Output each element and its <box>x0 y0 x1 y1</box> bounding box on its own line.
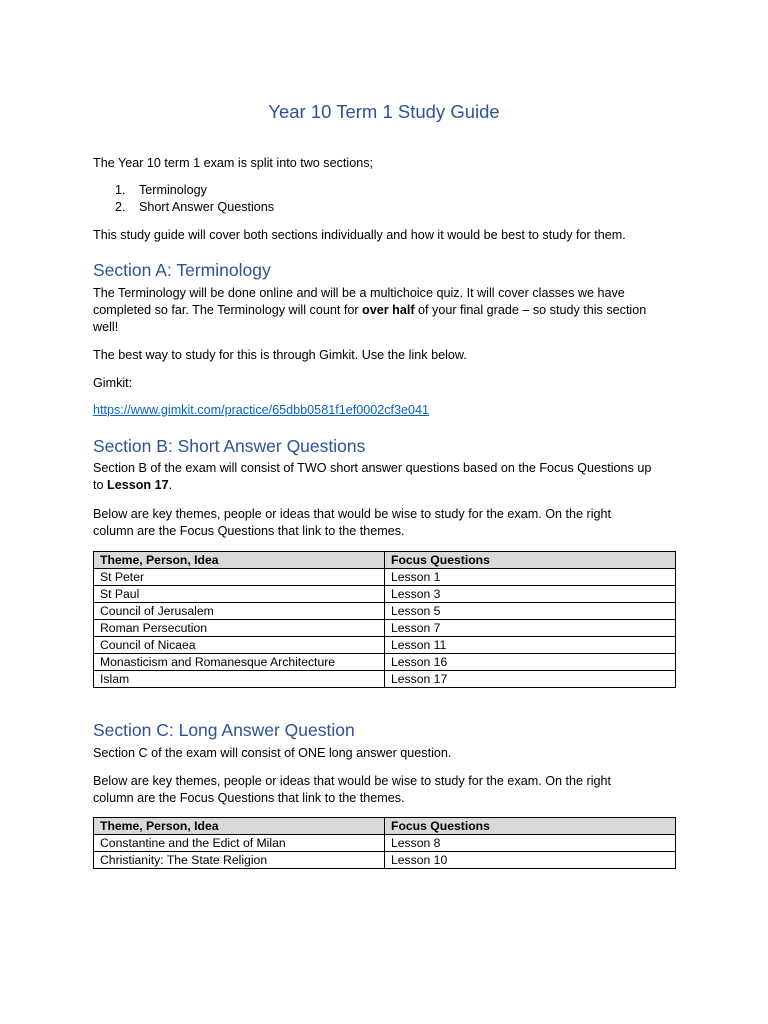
table-cell-lesson: Lesson 1 <box>385 569 676 586</box>
table-header-row <box>94 818 676 835</box>
intro-text: The Year 10 term 1 exam is split into two sections; <box>93 156 373 170</box>
table-cell-theme: Constantine and the Edict of Milan <box>94 835 385 852</box>
text-run: . <box>168 478 173 492</box>
text-run: of your final grade – so study this section <box>414 303 647 317</box>
table-row <box>94 603 676 620</box>
list-label: Short Answer Questions <box>139 200 275 214</box>
text-run: to <box>93 478 108 492</box>
column-header-focus-questions: Focus Questions <box>385 552 676 569</box>
table-cell-lesson: Lesson 5 <box>385 603 676 620</box>
table-cell-lesson: Lesson 7 <box>385 620 676 637</box>
table-row <box>94 586 676 603</box>
section-c-paragraph-line: Below are key themes, people or ideas that would be wise to study for the exam. On the right <box>93 774 612 788</box>
table-cell-lesson: Lesson 16 <box>385 654 676 671</box>
document-title: Year 10 Term 1 Study Guide <box>268 101 500 122</box>
list-item <box>115 182 207 199</box>
bold-text: over half <box>362 303 415 317</box>
table-cell-theme: Islam <box>94 671 385 688</box>
table-row <box>94 620 676 637</box>
column-header-theme: Theme, Person, Idea <box>94 552 385 569</box>
table-row <box>94 671 676 688</box>
section-c-table <box>93 817 676 869</box>
table-cell-lesson: Lesson 8 <box>385 835 676 852</box>
section-b-paragraph-line: Below are key themes, people or ideas that would be wise to study for the exam. On the right <box>93 507 612 521</box>
table-cell-theme: Council of Jerusalem <box>94 603 385 620</box>
table-cell-theme: Monasticism and Romanesque Architecture <box>94 654 385 671</box>
section-c-heading: Section C: Long Answer Question <box>93 720 355 740</box>
list-number: 1. <box>115 183 126 197</box>
section-c-paragraph: Section C of the exam will consist of ONE long answer question. <box>93 746 452 760</box>
table-row <box>94 852 676 869</box>
section-b-table <box>93 551 676 688</box>
section-b-paragraph-line <box>93 477 675 494</box>
table-row <box>94 835 676 852</box>
table-row <box>94 569 676 586</box>
table-cell-theme: St Paul <box>94 586 385 603</box>
section-a-paragraph-line <box>93 302 675 319</box>
table-cell-lesson: Lesson 17 <box>385 671 676 688</box>
section-a-heading: Section A: Terminology <box>93 260 271 280</box>
table-cell-theme: St Peter <box>94 569 385 586</box>
bold-text: Lesson 17 <box>107 478 169 492</box>
section-c-paragraph-line: column are the Focus Questions that link to the themes. <box>93 791 405 805</box>
list-label: Terminology <box>139 183 207 197</box>
text-run: completed so far. The Terminology will count for <box>93 303 363 317</box>
table-header-row <box>94 552 676 569</box>
table-cell-lesson: Lesson 11 <box>385 637 676 654</box>
list-number: 2. <box>115 200 126 214</box>
column-header-focus-questions: Focus Questions <box>385 818 676 835</box>
table-cell-lesson: Lesson 10 <box>385 852 676 869</box>
section-b-heading: Section B: Short Answer Questions <box>93 436 366 456</box>
section-b-paragraph-line: Section B of the exam will consist of TWO short answer questions based on the Focus Questions up <box>93 461 652 475</box>
section-a-paragraph-line: well! <box>93 320 119 334</box>
gimkit-label: Gimkit: <box>93 376 133 390</box>
list-item <box>115 199 274 216</box>
table-cell-theme: Christianity: The State Religion <box>94 852 385 869</box>
section-b-paragraph-line: column are the Focus Questions that link to the themes. <box>93 524 405 538</box>
table-cell-theme: Roman Persecution <box>94 620 385 637</box>
intro-cover-text: This study guide will cover both sections individually and how it would be best to study for them. <box>93 228 626 242</box>
table-row <box>94 637 676 654</box>
table-row <box>94 654 676 671</box>
column-header-theme: Theme, Person, Idea <box>94 818 385 835</box>
table-cell-theme: Council of Nicaea <box>94 637 385 654</box>
gimkit-link[interactable]: https://www.gimkit.com/practice/65dbb0581f1ef0002cf3e041 <box>93 403 430 417</box>
section-a-gimkit-text: The best way to study for this is through Gimkit. Use the link below. <box>93 348 467 362</box>
table-cell-lesson: Lesson 3 <box>385 586 676 603</box>
section-a-paragraph-line: The Terminology will be done online and will be a multichoice quiz. It will cover classes we have <box>93 286 625 300</box>
